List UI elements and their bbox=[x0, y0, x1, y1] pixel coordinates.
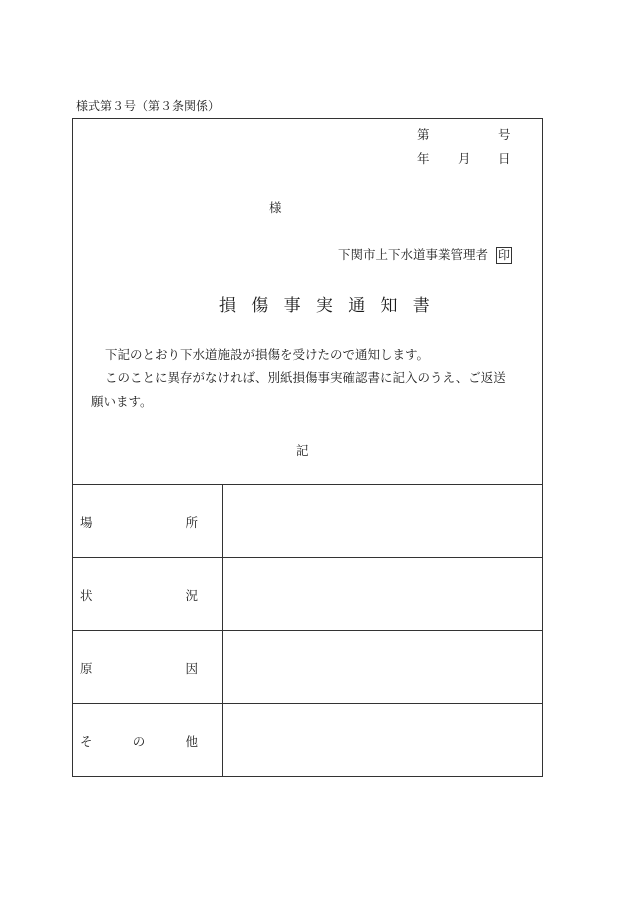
table-row bbox=[73, 484, 542, 557]
table-row bbox=[73, 703, 542, 776]
seal-mark: 印 bbox=[498, 248, 511, 262]
body-line-2: このことに異存がなければ、別紙損傷事実確認書に記入のうえ、ご返送 bbox=[105, 370, 506, 385]
body-line-3: 願います。 bbox=[91, 394, 153, 409]
number-suffix: 号 bbox=[498, 127, 511, 142]
table-row bbox=[73, 630, 542, 703]
row-label-situation: 状 況 bbox=[80, 588, 198, 603]
row-label-other: そ の 他 bbox=[80, 734, 198, 749]
date-month: 月 bbox=[458, 151, 471, 166]
form-number-label: 様式第３号（第３条関係） bbox=[76, 99, 221, 113]
document-title: 損傷事実通知書 bbox=[219, 296, 446, 316]
number-prefix: 第 bbox=[417, 127, 430, 142]
addressee-honorific: 様 bbox=[269, 200, 282, 215]
ki-heading: 記 bbox=[296, 443, 309, 458]
row-label-location: 場 所 bbox=[80, 515, 198, 530]
date-day: 日 bbox=[498, 151, 511, 166]
table-row bbox=[73, 557, 542, 630]
date-year: 年 bbox=[417, 151, 430, 166]
notice-form-frame bbox=[72, 118, 543, 777]
body-line-1: 下記のとおり下水道施設が損傷を受けたので通知します。 bbox=[105, 347, 430, 362]
issuer-line bbox=[338, 245, 512, 264]
issuer-name: 下関市上下水道事業管理者 bbox=[338, 247, 489, 262]
row-label-cause: 原 因 bbox=[80, 661, 198, 676]
